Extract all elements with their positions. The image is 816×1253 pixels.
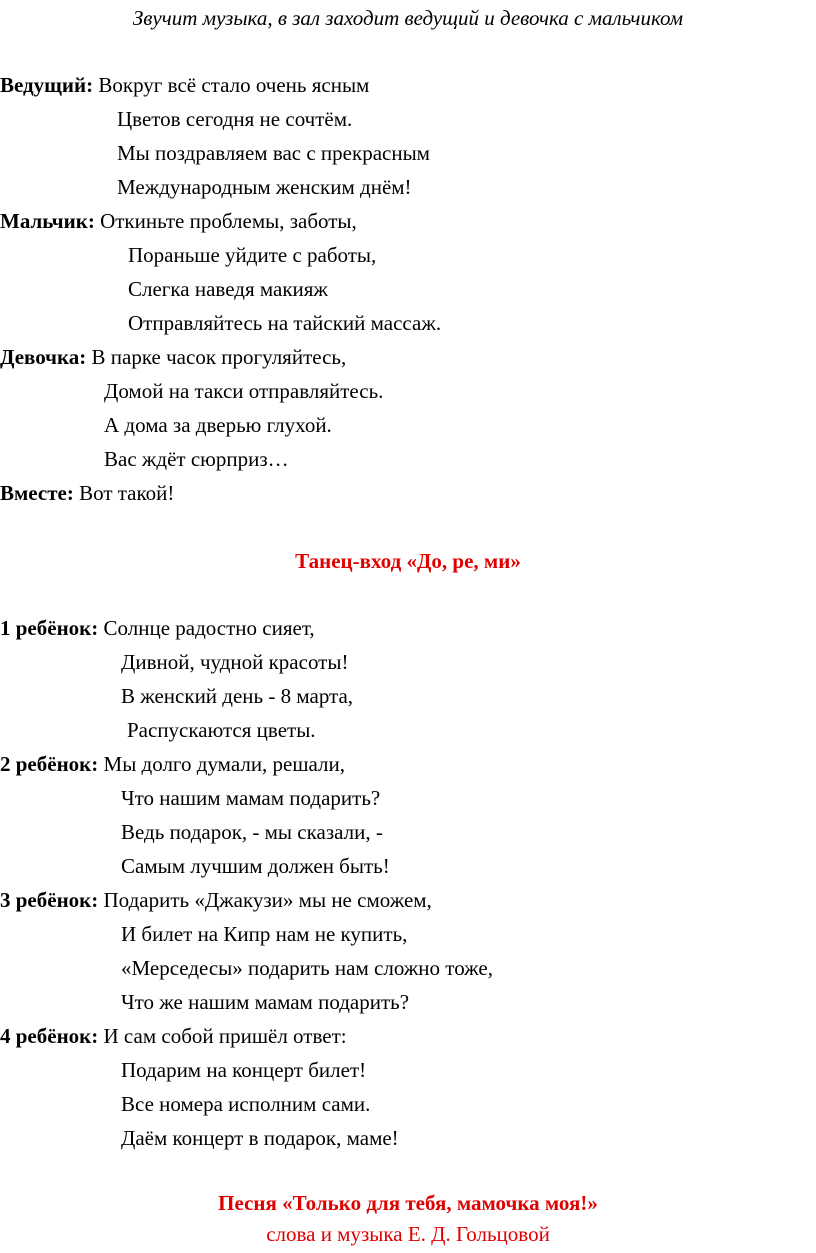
speaker-label: 3 ребёнок: [0,888,99,912]
verse-line: Самым лучшим должен быть! [121,854,390,878]
verse-line: Все номера исполним сами. [121,1092,371,1116]
verse-line: Даём концерт в подарок, маме! [121,1126,399,1150]
speaker-label: 4 ребёнок: [0,1024,99,1048]
verse-line [0,481,174,505]
speaker-label: Мальчик: [0,209,95,233]
verse-line [0,752,345,776]
verse-text: И сам собой пришёл ответ: [103,1024,347,1048]
verse-line [0,1024,347,1048]
dance-heading: Танец-вход «До, ре, ми» [295,549,521,573]
verse-line: Ведь подарок, - мы сказали, - [121,820,383,844]
speaker-label: 1 ребёнок: [0,616,99,640]
song-heading: Песня «Только для тебя, мамочка моя!» [218,1191,598,1215]
verse-line: В женский день - 8 марта, [121,684,354,708]
verse-line: Отправляйтесь на тайский массаж. [128,311,442,335]
verse-text: Солнце радостно сияет, [103,616,315,640]
verse-text: Подарить «Джакузи» мы не сможем, [103,888,432,912]
verse-line: Международным женским днём! [117,175,412,199]
verse-line: И билет на Кипр нам не купить, [121,922,408,946]
verse-line: Мы поздравляем вас с прекрасным [117,141,430,165]
verse-line [0,345,346,369]
verse-line: Слегка наведя макияж [128,277,328,301]
stage-direction: Звучит музыка, в зал заходит ведущий и девочка с мальчиком [132,6,684,30]
verse-text: Вот такой! [79,481,175,505]
verse-line: Распускаются цветы. [127,718,316,742]
verse-line [0,73,369,97]
speaker-label: Вместе: [0,481,74,505]
speaker-label: Девочка: [0,345,87,369]
speaker-label: Ведущий: [0,73,94,97]
verse-line: Подарим на концерт билет! [121,1058,367,1082]
verse-line: Цветов сегодня не сочтём. [117,107,353,131]
verse-line [0,209,357,233]
verse-text: Вокруг всё стало очень ясным [98,73,370,97]
song-credit: слова и музыка Е. Д. Гольцовой [266,1222,550,1246]
verse-text: Мы долго думали, решали, [103,752,346,776]
verse-line [0,616,315,640]
speaker-label: 2 ребёнок: [0,752,99,776]
verse-line [0,888,432,912]
verse-text: В парке часок прогуляйтесь, [91,345,347,369]
verse-line: Что же нашим мамам подарить? [121,990,410,1014]
verse-line: Что нашим мамам подарить? [121,786,381,810]
verse-text: Откиньте проблемы, заботы, [100,209,357,233]
verse-line: А дома за дверью глухой. [104,413,332,437]
verse-line: Домой на такси отправляйтесь. [104,379,384,403]
verse-line: Пораньше уйдите с работы, [128,243,377,267]
verse-line: «Мерседесы» подарить нам сложно тоже, [121,956,493,980]
verse-line: Вас ждёт сюрприз… [104,447,289,471]
verse-line: Дивной, чудной красоты! [121,650,349,674]
